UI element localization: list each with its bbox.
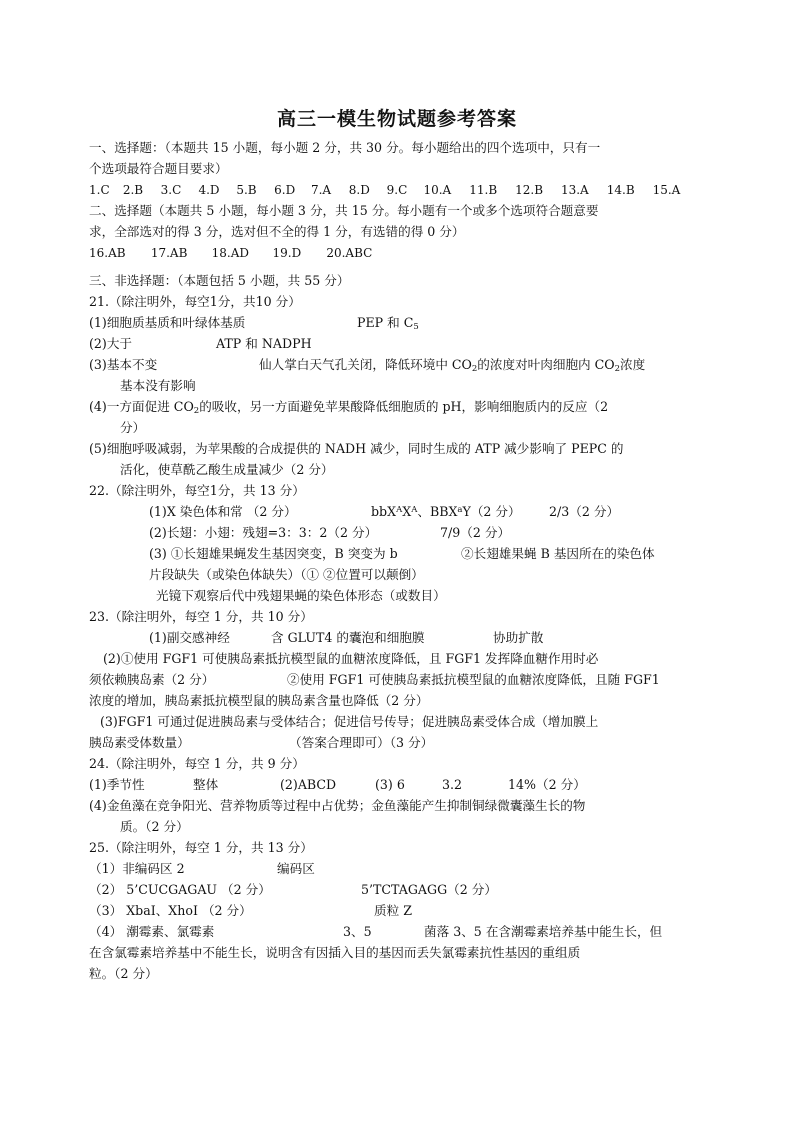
q24-line2: (4)金鱼藻在竞争阳光、营养物质等过程中占优势；金鱼藻能产生抑制铜绿微囊藻生长的物 [89,798,586,813]
answer-item: 2.B [122,183,144,197]
answer-item: 9.C [386,183,408,197]
q25-line4-cont: 在含氯霉素培养基中不能生长，说明含有因插入目的基因而丢失氯霉素抗性基因的重组质 [89,945,581,960]
answer-item: 19.D [272,246,302,260]
q22-ans5: 7/9（2 分） [440,525,511,540]
answer-item: 17.AB [150,246,188,260]
q21-line3 [89,357,645,373]
q23-ans3: 协助扩散 [493,630,544,645]
answer-item: 10.A [423,183,452,197]
q21-line5-cont: 活化，使草酰乙酸生成量减少（2 分） [120,462,334,477]
q22-line2 [149,525,510,541]
q24-ans6: 14%（2 分） [508,777,586,792]
q21-line3-cont: 基本没有影响 [120,378,196,393]
answer-item: 1.C [89,183,110,197]
superscript: a [457,505,463,515]
q25-line4-end: 粒。（2 分） [89,966,158,981]
q24-line2-cont: 质。（2 分） [120,819,189,834]
q21-ans3: (2)大于 [89,336,133,351]
q23-ans4: 须依赖胰岛素（2 分） [89,672,215,687]
q22-ans2 [371,504,549,520]
q25-heading: 25.（除注明外，每空 1 分，共 13 分） [89,840,313,855]
answer-item: 16.AB [89,246,126,260]
section1-answers [89,182,680,198]
q21-ans2: PEP 和 C [357,315,414,330]
q23-line2-cont [89,672,660,688]
q21-line5: (5)细胞呼吸减弱，为苹果酸的合成提供的 NADH 减少，同时生成的 ATP 减少影响了 PEPC 的 [89,441,624,456]
genotype-part: bbX [371,504,397,519]
page-title: 高三一模生物试题参考答案 [276,108,517,130]
q24-line1 [89,777,586,793]
q21-heading: 21.（除注明外，每空1分，共10 分） [89,294,301,309]
q23-ans7: （答案合理即可）（3 分） [289,735,434,750]
q25-ans3: （2） 5’CUCGAGAU （2 分） [89,882,271,897]
superscript: A [396,505,403,515]
q23-ans6: 胰岛素受体数量） [89,735,190,750]
section1-header: 一、选择题：（本题共 15 小题，每小题 2 分，共 30 分。每小题给出的四个选项中，只有一 [89,140,601,155]
q24-ans5: 3.2 [442,777,463,792]
q24-heading: 24.（除注明外，每空 1 分，共 9 分） [89,756,305,771]
q22-ans3: 2/3（2 分） [549,504,620,519]
q22-heading: 22.（除注明外，每空1分，共 13 分） [89,483,305,498]
q22-ans6: (3) ①长翅雄果蝇发生基因突变，B 突变为 b [149,546,398,561]
q25-line3 [89,903,412,919]
subscript: 2 [471,364,478,374]
answer-item: 8.D [348,183,370,197]
q23-line3: (3)FGF1 可通过促进胰岛素与受体结合；促进信号传导；促进胰岛素受体合成（增加膜上 [100,714,599,729]
answer-item: 7.A [310,183,332,197]
q23-line3-cont [89,735,433,751]
answer-item: 13.A [560,183,589,197]
q21-line4 [89,399,608,415]
q21-ans6: 仙人掌白天气孔关闭，降低环境中 CO [259,357,472,372]
q25-ans5: （3） XbaⅠ、XhoⅠ （2 分） [89,903,252,918]
answer-item: 20.ABC [326,246,373,260]
answer-item: 11.B [469,183,498,197]
section2-answers [89,245,372,261]
answer-item: 18.AD [211,246,250,260]
answer-item: 12.B [515,183,544,197]
q25-line1 [89,861,315,877]
section3-header: 三、非选择题：（本题包括 5 小题，共 55 分） [89,273,350,288]
q23-line2-end: 浓度的增加，胰岛素抵抗模型鼠的胰岛素含量也降低（2 分） [89,693,429,708]
q21-line2 [89,336,312,352]
section2-header-cont: 求，全部选对的得 3 分，选对但不全的得 1 分，有选错的得 0 分） [89,224,465,239]
q21-ans1: (1)细胞质基质和叶绿体基质 [89,315,246,330]
q21-ans7-cont: 的吸收，另一方面避免苹果酸降低细胞质的 pH，影响细胞质内的反应（2 [199,399,609,414]
answer-item: 3.C [160,183,182,197]
q21-line4-cont: 分） [120,420,146,435]
answer-item: 4.D [198,183,220,197]
answer-item: 14.B [606,183,635,197]
q22-line3 [149,546,655,562]
q21-ans6-end: 浓度 [620,357,646,372]
q22-ans1: (1)X 染色体和常 （2 分） [149,504,297,519]
q25-ans9: 菌落 3、5 在含潮霉素培养基中能生长，但 [424,924,663,939]
q21-line1 [89,315,419,331]
q22-ans7: ②长翅雄果蝇 B 基因所在的染色体 [461,546,655,561]
q23-ans5: ②使用 FGF1 可使胰岛素抵抗模型鼠的血糖浓度降低，且随 FGF1 [287,672,660,687]
q24-ans2: 整体 [193,777,219,792]
q24-ans1: (1)季节性 [89,777,145,792]
q24-ans4: (3) 6 [375,777,405,792]
subscript: 2 [193,406,200,416]
answer-item: 15.A [652,183,681,197]
q22-ans4: (2)长翅：小翅：残翅=3：3：2（2 分） [149,525,378,540]
section1-header-cont: 个选项最符合题目要求） [89,161,228,176]
q24-ans3: (2)ABCD [280,777,337,792]
superscript: A [411,505,418,515]
q25-ans8: 3、5 [343,924,372,939]
subscript: 2 [614,364,621,374]
q25-ans4: 5’TCTAGAGG（2 分） [361,882,497,897]
q22-line4: 光镜下观察后代中残翅果蝇的染色体形态（或数目） [156,588,446,603]
q21-ans4: ATP 和 NADPH [216,336,312,351]
q22-line1 [149,504,619,520]
genotype-part: Y（2 分） [462,504,521,519]
q22-line3-cont: 片段缺失（或染色体缺失）（① ②位置可以颠倒） [149,567,424,582]
q25-line2 [89,882,497,898]
q25-ans2: 编码区 [277,861,315,876]
q23-line2: (2)①使用 FGF1 可使胰岛素抵抗模型鼠的血糖浓度降低，且 FGF1 发挥降血糖作用时必 [103,651,599,666]
section2-header: 二、选择题（本题共 5 小题，每小题 3 分，共 15 分。每小题有一个或多个选项符合题意要 [89,203,599,218]
q23-ans1: (1)副交感神经 [149,630,230,645]
q21-ans7: (4)一方面促进 CO [89,399,194,414]
q23-line1 [149,630,543,646]
q21-ans6-cont: 的浓度对叶肉细胞内 CO [477,357,615,372]
answer-item: 6.D [274,183,296,197]
q21-ans5: (3)基本不变 [89,357,158,372]
q25-ans1: （1）非编码区 2 [89,861,185,876]
q25-ans7: （4） 潮霉素、氯霉素 [89,924,215,939]
answer-item: 5.B [236,183,257,197]
genotype-part: 、BBX [417,504,458,519]
q25-ans6: 质粒 Z [374,903,412,918]
q25-line4 [89,924,662,940]
genotype-part: X [402,504,412,519]
subscript: 5 [413,322,419,332]
q23-heading: 23.（除注明外，每空 1 分，共 10 分） [89,609,313,624]
q23-ans2: 含 GLUT4 的囊泡和细胞膜 [271,630,425,645]
